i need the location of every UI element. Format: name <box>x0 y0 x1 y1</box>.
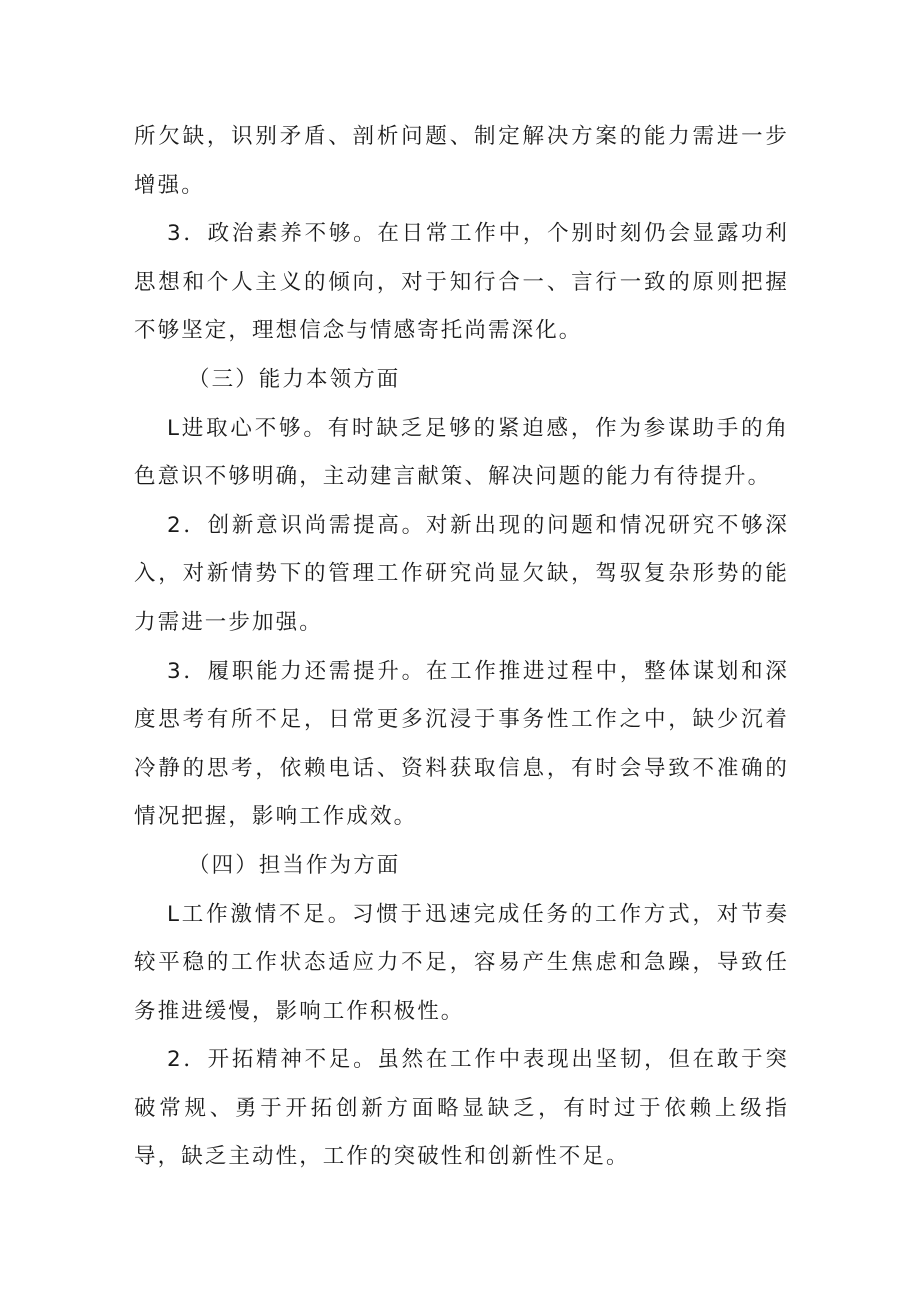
paragraph-item-enterprise: L进取心不够。有时缺乏足够的紧迫感，作为参谋助手的角色意识不够明确，主动建言献策、解决问题的能力有待提升。 <box>134 415 789 490</box>
paragraph-continuation: 所欠缺，识别矛盾、剖析问题、制定解决方案的能力需进一步增强。 <box>134 124 789 198</box>
document-body <box>134 113 789 1182</box>
section-heading-ability: （三）能力本领方面 <box>188 366 401 392</box>
paragraph-item-pioneering-spirit: 2．开拓精神不足。虽然在工作中表现出坚韧，但在敢于突破常规、勇于开拓创新方面略显缺乏，有时过于依赖上级指导，缺乏主动性，工作的突破性和创新性不足。 <box>134 1047 789 1170</box>
paragraph-item-performance-ability: 3．履职能力还需提升。在工作推进过程中，整体谋划和深度思考有所不足，日常更多沉浸于事务性工作之中，缺少沉着冷静的思考，依赖电话、资料获取信息，有时会导致不准确的情况把握，影响工作成效。 <box>134 658 789 830</box>
section-heading-responsibility: （四）担当作为方面 <box>188 852 401 878</box>
paragraph-item-work-passion: L工作激情不足。习惯于迅速完成任务的工作方式，对节奏较平稳的工作状态适应力不足，容易产生焦虑和急躁，导致任务推进缓慢，影响工作积极性。 <box>134 901 789 1024</box>
paragraph-item-political-literacy: 3．政治素养不够。在日常工作中，个别时刻仍会显露功利思想和个人主义的倾向，对于知行合一、言行一致的原则把握不够坚定，理想信念与情感寄托尚需深化。 <box>134 221 789 344</box>
paragraph-item-innovation-awareness: 2．创新意识尚需提高。对新出现的问题和情况研究不够深入，对新情势下的管理工作研究尚显欠缺，驾驭复杂形势的能力需进一步加强。 <box>134 512 789 635</box>
